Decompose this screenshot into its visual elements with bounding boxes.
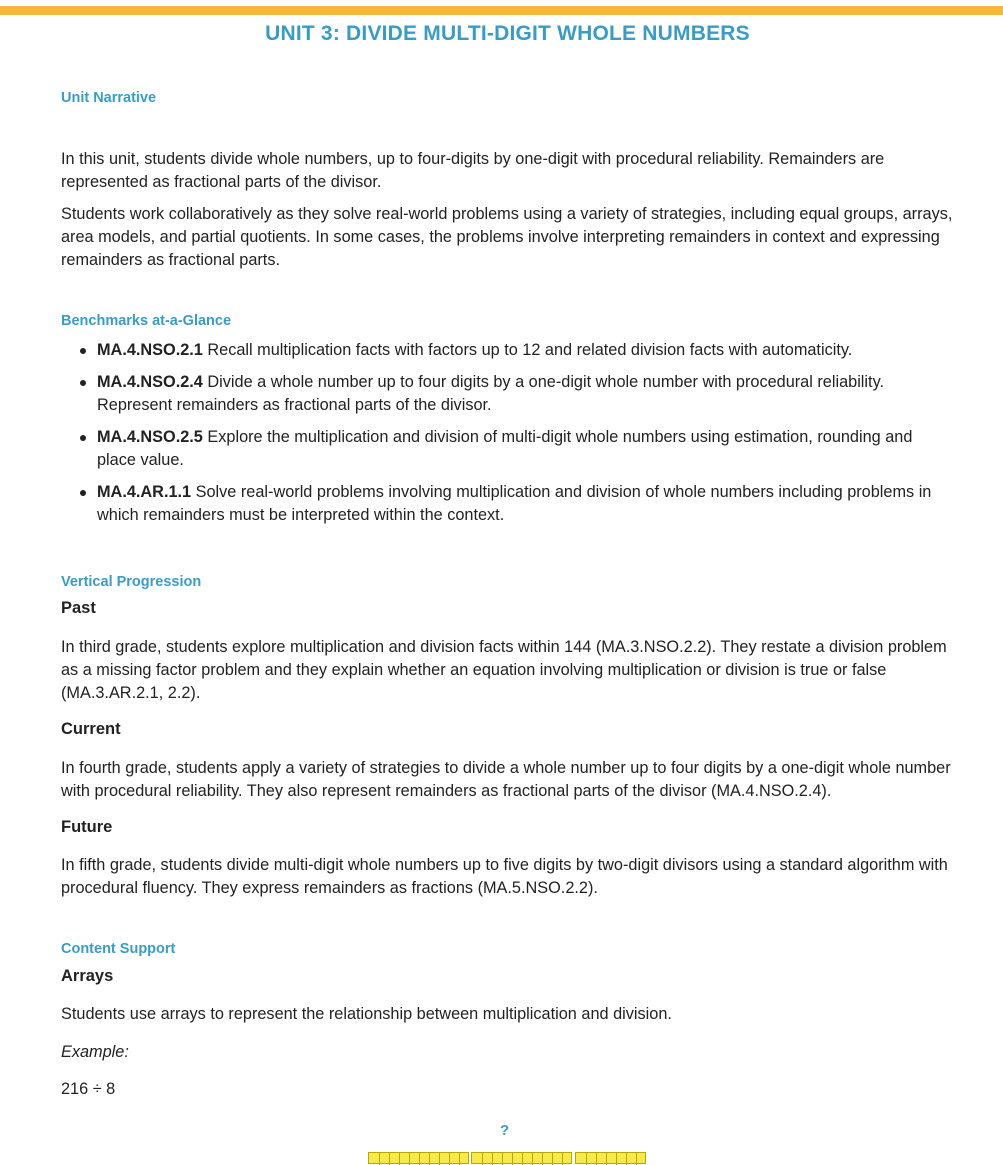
array-unit-cell (606, 1153, 607, 1165)
benchmark-code: MA.4.NSO.2.1 (97, 341, 203, 359)
array-unit-cell (532, 1153, 533, 1165)
array-unit-cell (482, 1153, 483, 1165)
array-group-2 (471, 1152, 572, 1164)
unit-narrative-heading: Unit Narrative (61, 90, 157, 106)
unit-narrative-paragraph-2: Students work collaboratively as they solve real-world problems using a variety of strategies, including equal groups, arrays, area models, and partial quotients. In some cases, the problems involve interpreting remainders in context and expressing remainders as fractional parts. (61, 205, 953, 269)
array-unit-cell (626, 1153, 627, 1165)
array-unit-cell (379, 1153, 380, 1165)
benchmark-item (75, 339, 955, 362)
benchmark-text: Recall multiplication facts with factors up to 12 and related division facts with automaticity. (202, 341, 853, 359)
array-unit-cell (596, 1153, 597, 1165)
future-label: Future (61, 818, 113, 836)
array-unit-cell (492, 1153, 493, 1165)
past-text: In third grade, students explore multiplication and division facts within 144 (MA.3.NSO.2.2). They restate a division problem as a missing factor problem and they explain whether an equation involving multiplication or division is true or false (MA.3.AR.2.1, 2.2). (61, 638, 947, 702)
benchmark-text: Solve real-world problems involving multiplication and division of whole numbers including problems in which remainders must be interpreted within the context. (97, 483, 932, 524)
array-unit-cell (542, 1153, 543, 1165)
benchmark-item (75, 481, 955, 527)
benchmark-text: Explore the multiplication and division of multi-digit whole numbers using estimation, rounding and place value. (97, 428, 913, 469)
current-text: In fourth grade, students apply a variety of strategies to divide a whole number up to four digits by a one-digit whole number with procedural reliability. They also represent remainders as fractional parts of the divisor (MA.4.NSO.2.4). (61, 759, 951, 800)
array-unit-cell (552, 1153, 553, 1165)
benchmark-code: MA.4.NSO.2.4 (97, 373, 203, 391)
array-unit-cell (389, 1153, 390, 1165)
benchmark-item (75, 371, 955, 417)
array-unit-cell (429, 1153, 430, 1165)
benchmarks-heading: Benchmarks at-a-Glance (61, 313, 232, 329)
future-text: In fifth grade, students divide multi-digit whole numbers up to five digits by two-digit divisors using a standard algorithm with procedural fluency. They express remainders as fractions (MA.5.NSO.2.2). (61, 856, 948, 897)
benchmarks-list (75, 339, 955, 527)
array-unit-cell (512, 1153, 513, 1165)
array-unit-cell (562, 1153, 563, 1165)
array-unit-cell (439, 1153, 440, 1165)
example-expression: 216 ÷ 8 (61, 1080, 116, 1098)
page-title: UNIT 3: DIVIDE MULTI-DIGIT WHOLE NUMBERS (265, 22, 750, 45)
past-label: Past (61, 599, 96, 617)
diagram-question-mark: ? (500, 1122, 510, 1139)
array-unit-cell (586, 1153, 587, 1165)
arrays-label: Arrays (61, 967, 114, 985)
array-unit-cell (616, 1153, 617, 1165)
arrays-text: Students use arrays to represent the relationship between multiplication and division. (61, 1005, 672, 1023)
example-label: Example: (61, 1043, 129, 1061)
array-unit-cell (522, 1153, 523, 1165)
array-group-1 (368, 1152, 469, 1164)
array-unit-cell (636, 1153, 637, 1165)
array-group-3 (575, 1152, 646, 1164)
benchmark-text: Divide a whole number up to four digits by a one-digit whole number with procedural reliability. Represent remainders as fractional parts of the divisor. (97, 373, 885, 414)
benchmark-code: MA.4.NSO.2.5 (97, 428, 203, 446)
content-support-heading: Content Support (61, 941, 176, 957)
unit-narrative-paragraph-1: In this unit, students divide whole numbers, up to four-digits by one-digit with procedural reliability. Remainders are represented as fractional parts of the divisor. (61, 150, 885, 191)
array-unit-cell (449, 1153, 450, 1165)
vertical-progression-heading: Vertical Progression (61, 574, 202, 590)
benchmark-code: MA.4.AR.1.1 (97, 483, 192, 501)
array-unit-cell (419, 1153, 420, 1165)
array-unit-cell (459, 1153, 460, 1165)
array-unit-cell (502, 1153, 503, 1165)
array-unit-cell (409, 1153, 410, 1165)
array-unit-cell (399, 1153, 400, 1165)
top-accent-bar (0, 6, 1003, 15)
current-label: Current (61, 720, 121, 738)
benchmark-item (75, 426, 955, 472)
